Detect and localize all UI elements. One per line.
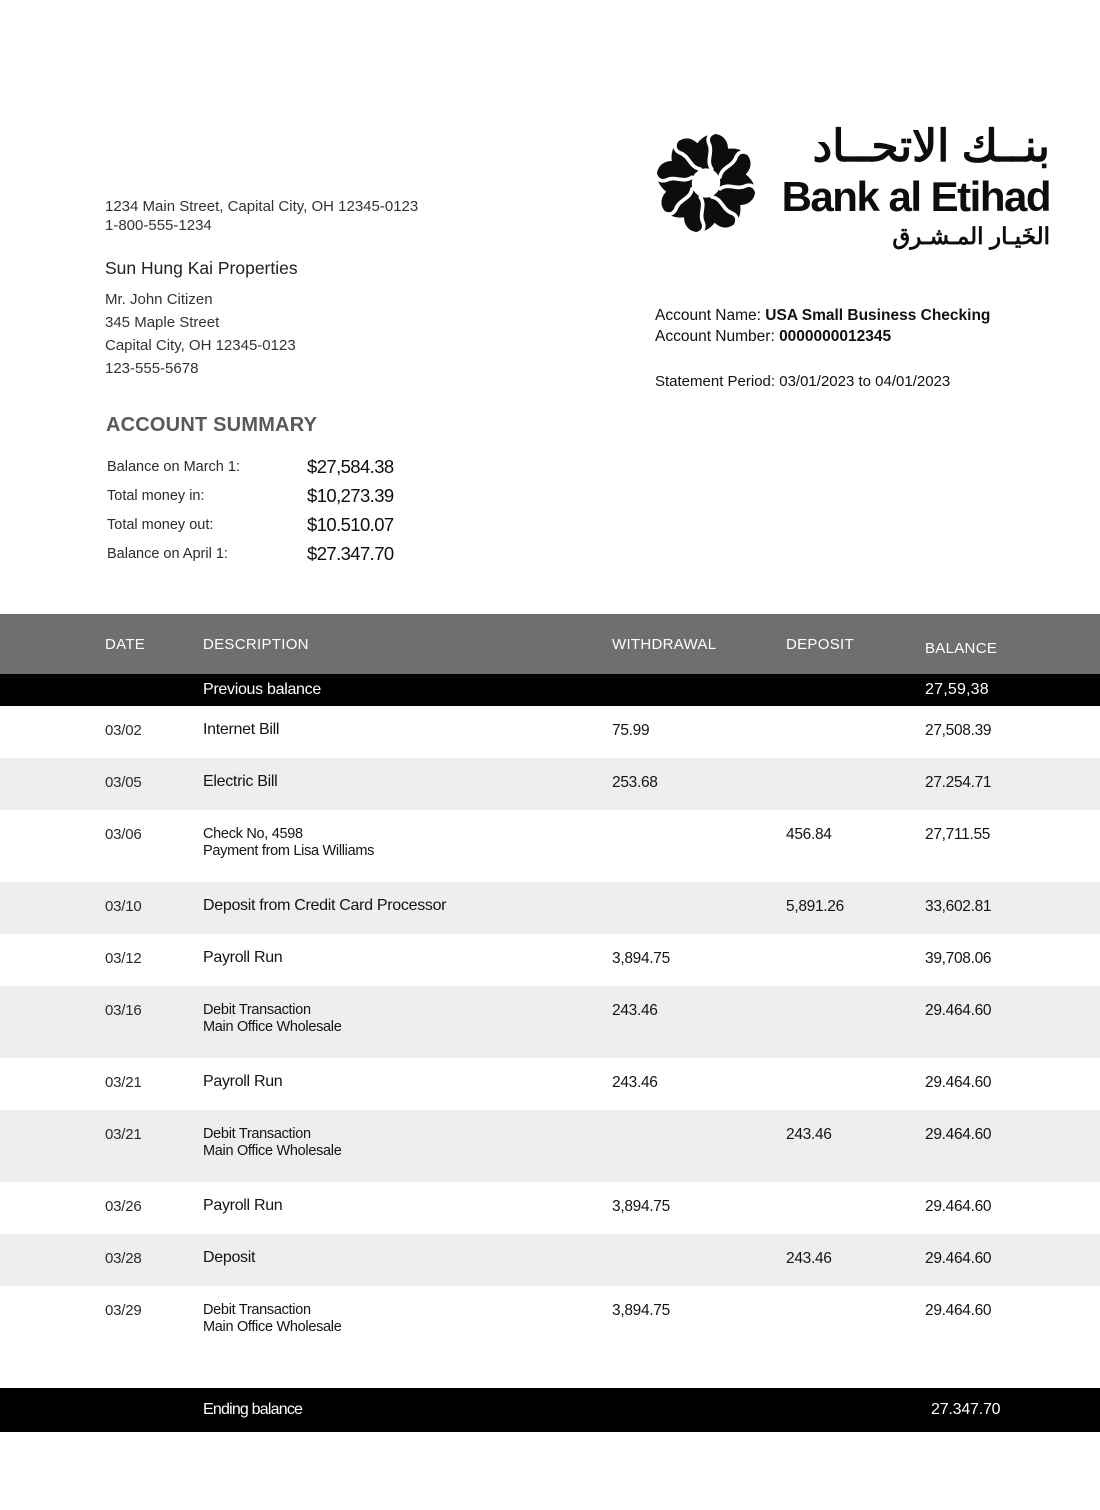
column-header-description: DESCRIPTION — [203, 635, 309, 653]
transaction-row — [0, 1286, 1100, 1358]
transaction-description — [203, 1182, 612, 1234]
transaction-balance: 33,602.81 — [925, 898, 992, 915]
transaction-description — [203, 1286, 612, 1358]
ending-balance-value: 27.347.70 — [931, 1401, 1001, 1418]
summary-label: Total money in: — [107, 487, 205, 504]
transaction-description-line1: Debit Transaction — [203, 1302, 311, 1318]
transaction-withdrawal: 243.46 — [612, 1002, 658, 1019]
table-bottom-spacer — [0, 1358, 1100, 1388]
previous-balance-label: Previous balance — [203, 681, 321, 698]
account-summary-table — [107, 452, 437, 568]
transaction-description-line2: Main Office Wholesale — [203, 1319, 342, 1335]
statement-period-line — [655, 373, 950, 390]
transaction-description — [203, 1110, 612, 1182]
bank-arabic-name: بنــك الاتحــاد — [812, 122, 1050, 171]
account-info-block — [655, 305, 990, 347]
column-header-withdrawal: WITHDRAWAL — [612, 635, 717, 653]
bank-address-block — [105, 197, 418, 235]
transaction-deposit — [786, 1182, 925, 1234]
bank-logo-text — [782, 118, 1050, 252]
summary-row — [107, 510, 437, 539]
transaction-withdrawal — [612, 810, 786, 882]
transaction-description — [203, 986, 612, 1058]
transaction-date: 03/26 — [105, 1198, 142, 1215]
recipient-name: Mr. John Citizen — [105, 291, 213, 308]
transaction-description — [203, 1234, 612, 1286]
column-header-balance: BALANCE — [925, 639, 998, 657]
transaction-withdrawal — [612, 882, 786, 934]
column-header-deposit: DEPOSIT — [786, 635, 854, 653]
transactions-table — [0, 614, 1100, 1432]
transaction-balance: 27,711.55 — [925, 826, 991, 843]
flower-rosette-icon — [652, 124, 760, 242]
transaction-deposit — [786, 706, 925, 758]
transaction-description-line1: Payroll Run — [203, 949, 283, 966]
transaction-row — [0, 986, 1100, 1058]
transaction-description-line1: Check No, 4598 — [203, 826, 303, 842]
summary-value: $10.510.07 — [307, 513, 394, 535]
transaction-row — [0, 1234, 1100, 1286]
summary-row — [107, 539, 437, 568]
bank-latin-name: Bank al Etihad — [781, 173, 1050, 220]
transaction-deposit — [786, 986, 925, 1058]
summary-value: $27,584.38 — [307, 455, 394, 477]
transaction-date: 03/21 — [105, 1074, 142, 1091]
account-summary-title: ACCOUNT SUMMARY — [106, 414, 318, 436]
transaction-balance: 29.464.60 — [925, 1302, 992, 1319]
transaction-date: 03/16 — [105, 1002, 142, 1019]
recipient-phone: 123-555-5678 — [105, 360, 199, 377]
column-header-date: DATE — [105, 635, 146, 653]
summary-row — [107, 452, 437, 481]
transaction-description-line1: Debit Transaction — [203, 1002, 311, 1018]
transaction-balance: 27.254.71 — [925, 774, 992, 791]
transaction-date: 03/10 — [105, 898, 142, 915]
transaction-description — [203, 1058, 612, 1110]
bank-arabic-tagline: الخَيـار المـشـرق — [892, 223, 1050, 249]
transaction-description — [203, 758, 612, 810]
recipient-company: Sun Hung Kai Properties — [105, 258, 298, 278]
account-number-line — [655, 326, 990, 347]
transaction-withdrawal: 3,894.75 — [612, 950, 670, 967]
transaction-description-line1: Payroll Run — [203, 1073, 283, 1090]
transaction-row — [0, 1110, 1100, 1182]
summary-label: Total money out: — [107, 516, 214, 533]
transaction-description-line1: Deposit from Credit Card Processor — [203, 897, 447, 914]
recipient-city: Capital City, OH 12345-0123 — [105, 337, 296, 354]
transaction-description-line1: Payroll Run — [203, 1197, 283, 1214]
statement-period-value: 03/01/2023 to 04/01/2023 — [779, 373, 951, 390]
transaction-deposit — [786, 934, 925, 986]
previous-balance-value: 27,59,38 — [925, 681, 989, 698]
transaction-deposit — [786, 1058, 925, 1110]
transaction-withdrawal: 75.99 — [612, 722, 650, 739]
transaction-row — [0, 934, 1100, 986]
transaction-date: 03/29 — [105, 1302, 142, 1319]
transaction-date: 03/02 — [105, 722, 142, 739]
transaction-date: 03/06 — [105, 826, 142, 843]
transaction-description — [203, 810, 612, 882]
transaction-balance: 29.464.60 — [925, 1198, 992, 1215]
summary-row — [107, 481, 437, 510]
summary-value: $10,273.39 — [307, 484, 394, 506]
statement-period-label: Statement Period: — [655, 373, 780, 390]
transaction-description — [203, 934, 612, 986]
transaction-description-line1: Deposit — [203, 1249, 256, 1266]
transaction-description-line1: Electric Bill — [203, 773, 278, 790]
account-number-label: Account Number: — [655, 328, 780, 345]
transaction-withdrawal: 3,894.75 — [612, 1198, 670, 1215]
transaction-description-line2: Main Office Wholesale — [203, 1019, 342, 1035]
transaction-description-line1: Internet Bill — [203, 721, 280, 738]
transaction-withdrawal: 253.68 — [612, 774, 658, 791]
transactions-header-row — [0, 614, 1100, 674]
transaction-balance: 29.464.60 — [925, 1250, 992, 1267]
transaction-balance: 29.464.60 — [925, 1002, 992, 1019]
ending-balance-label: Ending balance — [203, 1401, 303, 1418]
recipient-block — [105, 258, 298, 380]
transaction-row — [0, 882, 1100, 934]
transaction-balance: 27,508.39 — [925, 722, 992, 739]
account-name-line — [655, 305, 990, 326]
transaction-deposit: 243.46 — [786, 1250, 832, 1267]
transaction-balance: 29.464.60 — [925, 1074, 992, 1091]
transaction-withdrawal — [612, 1110, 786, 1182]
transaction-description — [203, 882, 612, 934]
transaction-date: 03/28 — [105, 1250, 142, 1267]
transaction-withdrawal: 243.46 — [612, 1074, 658, 1091]
transaction-date: 03/05 — [105, 774, 142, 791]
transaction-description-line2: Payment from Lisa Williams — [203, 843, 375, 859]
recipient-street: 345 Maple Street — [105, 314, 220, 331]
summary-label: Balance on April 1: — [107, 545, 228, 562]
summary-value: $27.347.70 — [307, 542, 394, 564]
previous-balance-row — [0, 674, 1100, 706]
transaction-description-line1: Debit Transaction — [203, 1126, 311, 1142]
transaction-balance: 29.464.60 — [925, 1126, 992, 1143]
transaction-rows — [0, 706, 1100, 1358]
transaction-deposit: 5,891.26 — [786, 898, 844, 915]
bank-phone: 1-800-555-1234 — [105, 217, 212, 234]
transaction-row — [0, 1058, 1100, 1110]
transaction-row — [0, 810, 1100, 882]
transaction-date: 03/21 — [105, 1126, 142, 1143]
bank-logo — [652, 118, 1050, 252]
transaction-withdrawal: 3,894.75 — [612, 1302, 670, 1319]
summary-label: Balance on March 1: — [107, 458, 240, 475]
transaction-balance: 39,708.06 — [925, 950, 992, 967]
ending-balance-row — [0, 1388, 1100, 1432]
account-number-value: 0000000012345 — [779, 328, 892, 345]
transaction-description-line2: Main Office Wholesale — [203, 1143, 342, 1159]
transaction-deposit: 243.46 — [786, 1126, 832, 1143]
account-name-label: Account Name: — [655, 307, 766, 324]
transaction-row — [0, 706, 1100, 758]
transaction-withdrawal — [612, 1234, 786, 1286]
bank-address-line: 1234 Main Street, Capital City, OH 12345-0123 — [105, 198, 419, 215]
transaction-row — [0, 1182, 1100, 1234]
transaction-row — [0, 758, 1100, 810]
transaction-date: 03/12 — [105, 950, 142, 967]
transaction-description — [203, 706, 612, 758]
transaction-deposit: 456.84 — [786, 826, 832, 843]
transaction-deposit — [786, 758, 925, 810]
account-name-value: USA Small Business Checking — [765, 307, 991, 324]
transaction-deposit — [786, 1286, 925, 1358]
